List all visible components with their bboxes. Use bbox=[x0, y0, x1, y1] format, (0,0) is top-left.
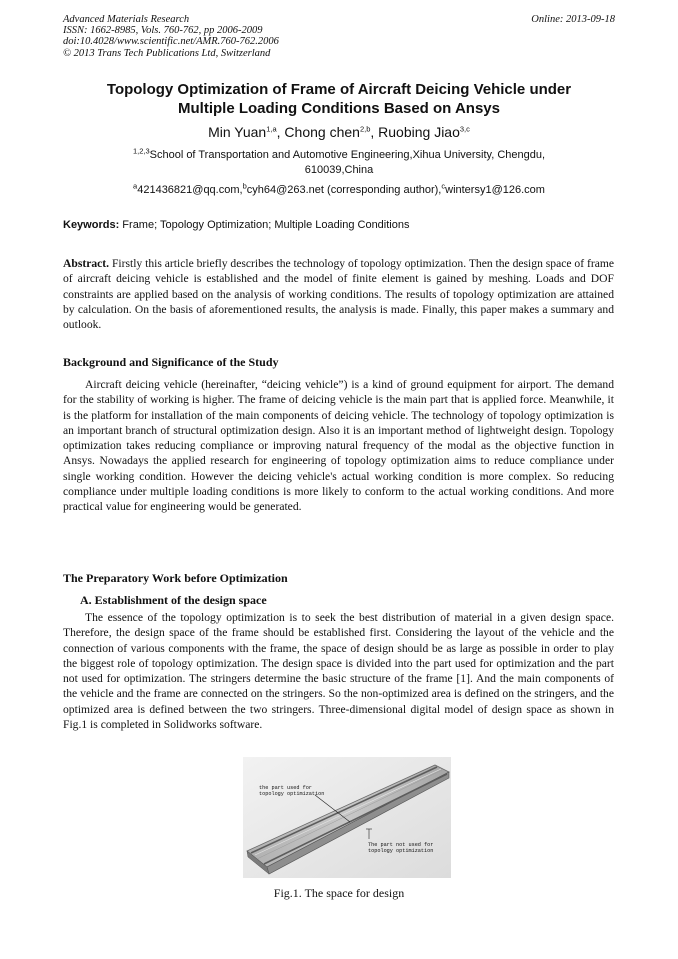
affiliation bbox=[90, 148, 588, 178]
paper-title bbox=[60, 80, 618, 118]
title-line-2: Multiple Loading Conditions Based on Ansys bbox=[178, 100, 500, 117]
title-line-1: Topology Optimization of Frame of Aircraft Deicing Vehicle under bbox=[106, 81, 572, 98]
section-design-space-body: The essence of the topology optimization is to seek the best distribution of material in a given design space. Therefore, the design space of the frame should be established first. Considering the layout of the vehicle and the connection of various components with the frame, the space of design should be as large as possible in order to play the biggest role of topology optimization. The design space is divided into the part used for optimization and the part not used for optimization. The stringers determine the basic structure of the frame [1]. And the main components of the vehicle and the frame are connected on the stringers. So the non-optimized area is defined on the stringers, and the optimized area is defined between the two stringers. Three-dimensional digital model of design space as shown in Fig.1 is completed in Solidworks software. bbox=[63, 611, 614, 732]
email-sup: a bbox=[133, 181, 138, 191]
label-optimized-line-1: the part used for bbox=[259, 785, 312, 791]
abstract-text: Firstly this article briefly describes the technology of topology optimization. Then the design space of frame of aircraft deicing vehicle is established and the model of finite element is gained by meshing. Loads and DOF constraints are applied based on the analysis of working conditions. The results of topology optimization are attained by calculation. On the basis of aforementioned results, the analysis is made. Finally, this paper makes a summary and outlook. bbox=[63, 257, 614, 332]
subsection-heading-design-space: A. Establishment of the design space bbox=[80, 593, 267, 607]
doi-line: doi:10.4028/www.scientific.net/AMR.760-762.2006 bbox=[63, 36, 279, 48]
frame-3d-model bbox=[243, 757, 451, 878]
online-date: Online: 2013-09-18 bbox=[531, 14, 615, 25]
figure-design-space bbox=[243, 757, 451, 878]
keywords-label: Keywords: bbox=[63, 219, 120, 231]
issn-line: ISSN: 1662-8985, Vols. 760-762, pp 2006-2009 bbox=[63, 25, 263, 37]
affiliation-line-2: 610039,China bbox=[304, 164, 374, 176]
journal-header bbox=[63, 14, 279, 59]
email-sup: c bbox=[441, 181, 446, 191]
keywords bbox=[63, 219, 409, 231]
affiliation-line-1: School of Transportation and Automotive Engineering,Xihua University, Chengdu, bbox=[149, 149, 546, 161]
label-non-optimized-line-2: topology optimization bbox=[368, 848, 434, 854]
label-non-optimized-line-1: The part not used for bbox=[368, 842, 434, 848]
figure-caption: Fig.1. The space for design bbox=[273, 886, 405, 900]
section-heading-background: Background and Significance of the Study bbox=[63, 355, 279, 369]
abstract bbox=[63, 256, 614, 332]
author-name: Min Yuan bbox=[208, 124, 267, 140]
section-heading-preparatory: The Preparatory Work before Optimization bbox=[63, 571, 288, 585]
section-background-body: Aircraft deicing vehicle (hereinafter, “deicing vehicle”) is a kind of ground equipment for airport. The demand for the stability of working is higher. The frame of deicing vehicle is the main part that is applied force. Meanwhile, it is the platform for installation of the main components of deicing vehicle. The technology of topology optimization is an important branch of structural optimization design. Also it is an important method of lightweight design. Topology optimization takes reducing compliance or improving natural frequency of the modal as the objective function in Ansys. Nowadays the applied research for engineering of topology optimization aims to reduce compliance under single working condition. However the deicing vehicle's actual working condition is more complex. So reducing compliance under multiple loading conditions is more likely to conform to the actual working conditions. And more practical value for engineering would be generated. bbox=[63, 378, 614, 514]
email-a: 421436821@qq.com, bbox=[137, 184, 243, 196]
email-list bbox=[60, 181, 618, 196]
author-list: Min Yuan$^{1,a}$, Chong chen$^{2,b}$, Ruobing Jiao$^{3,c}$ bbox=[208, 124, 470, 140]
email-sup: b bbox=[242, 181, 247, 191]
copyright-line: © 2013 Trans Tech Publications Ltd, Switzerland bbox=[63, 47, 271, 59]
author-sup: 3,c bbox=[459, 124, 470, 134]
email-c: wintersy1@126.com bbox=[445, 184, 545, 196]
author-name: Chong chen bbox=[284, 124, 360, 140]
author-sup: 1,a bbox=[266, 124, 277, 134]
author-name: Ruobing Jiao bbox=[378, 124, 460, 140]
abstract-label: Abstract. bbox=[63, 257, 110, 270]
keywords-text: Frame; Topology Optimization; Multiple Loading Conditions bbox=[119, 219, 410, 231]
label-optimized-line-2: topology optimization bbox=[259, 791, 325, 797]
journal-name: Advanced Materials Research bbox=[63, 14, 190, 25]
author-sup: 2,b bbox=[359, 124, 371, 134]
email-b: cyh64@263.net (corresponding author), bbox=[246, 184, 442, 196]
affiliation-sup: 1,2,3 bbox=[132, 146, 150, 156]
